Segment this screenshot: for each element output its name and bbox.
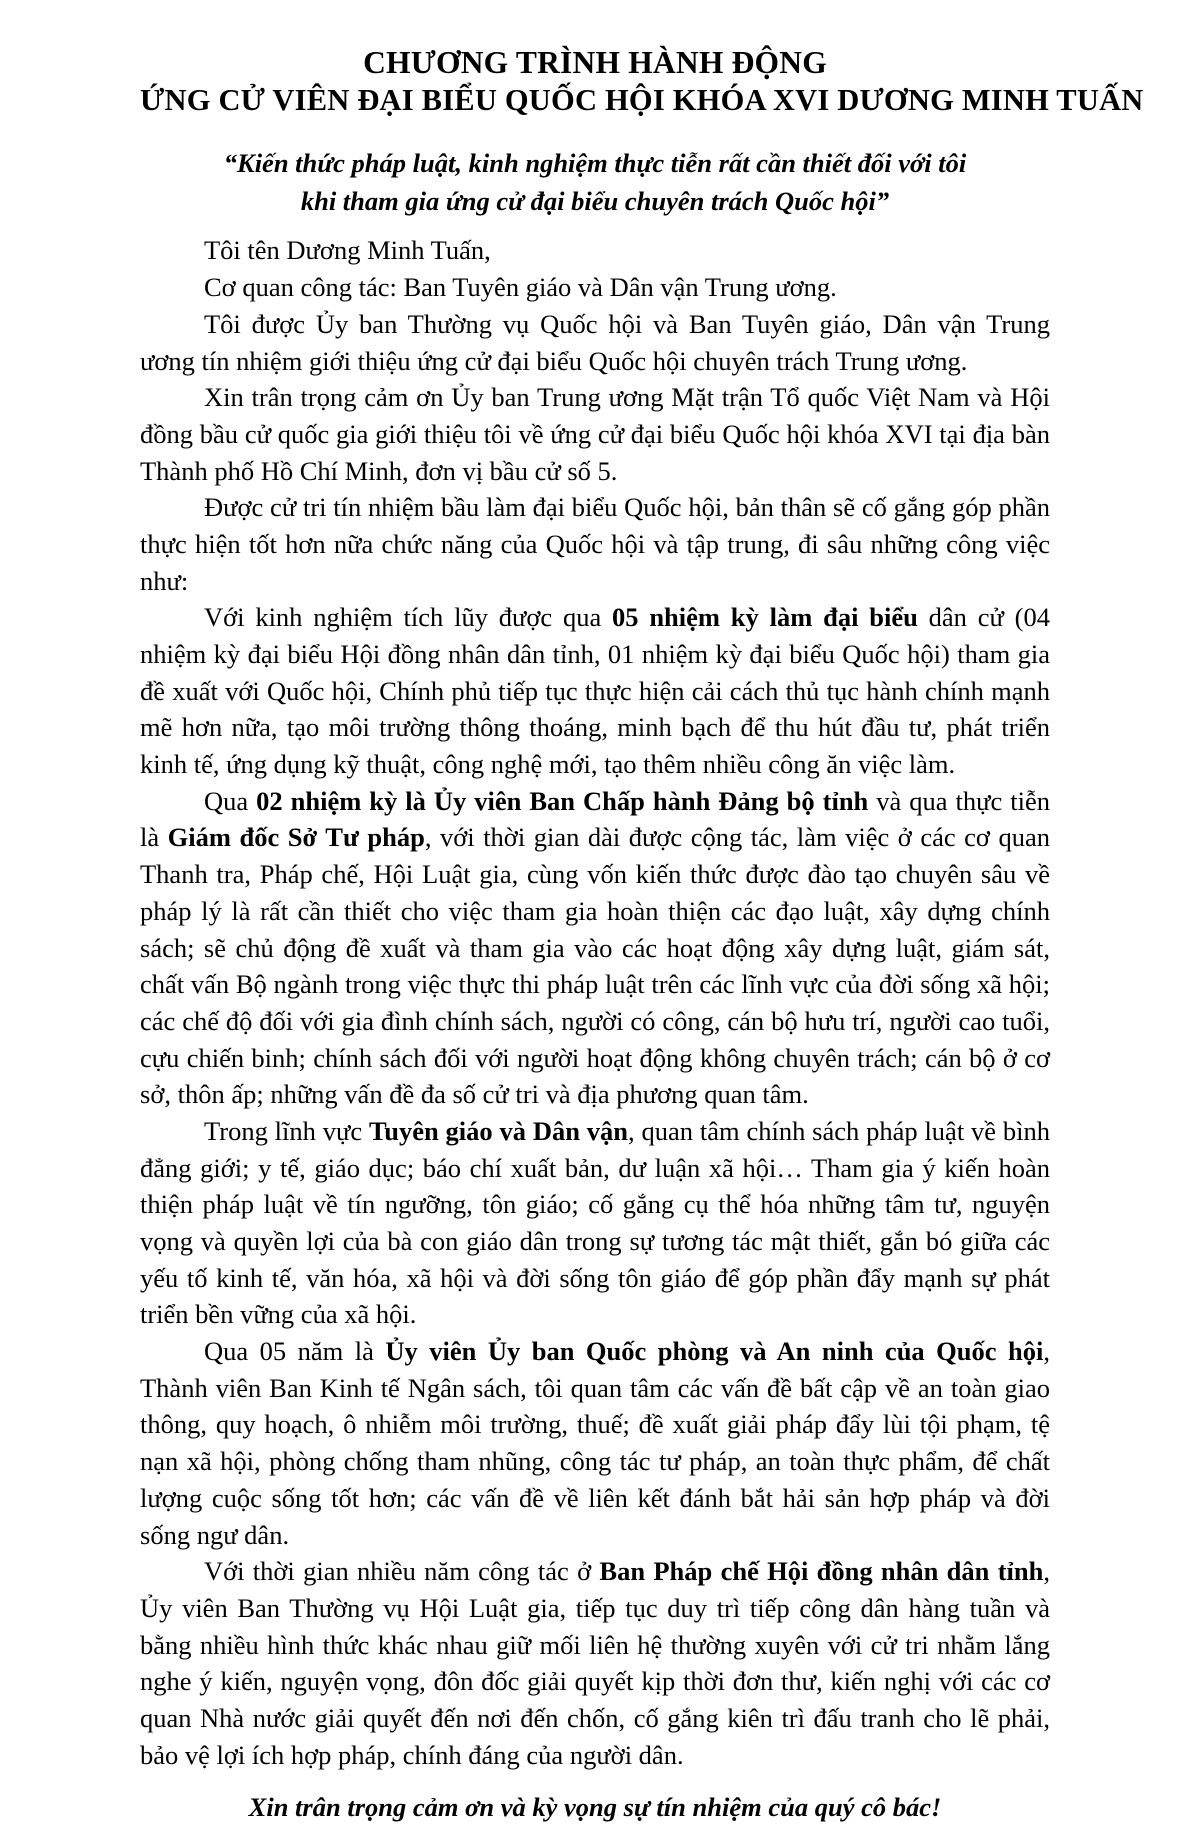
text-segment: và qua thực tiễn là (140, 785, 1050, 853)
text-segment: Qua (204, 785, 257, 816)
closing-statement: Xin trân trọng cảm ơn và kỳ vọng sự tín nhiệm của quý cô bác! (248, 1792, 942, 1823)
emphasis-05-nhiem-ky: 05 nhiệm kỳ làm đại biểu (612, 602, 918, 633)
text-segment: Qua 05 năm là (204, 1336, 386, 1367)
title-line-2: ỨNG CỬ VIÊN ĐẠI BIỂU QUỐC HỘI KHÓA XVI DƯƠNG MINH TUẤN (140, 83, 1144, 118)
text-segment: , Ủy viên Ban Thường vụ Hội Luật gia, tiếp tục duy trì tiếp công dân hàng tuần và bằng nhiều hình thức khác nhau giữ mối liên hệ thường xuyên với cử tri nhằm lắng nghe ý kiến, nguyện vọng, đôn đốc giải quyết kịp thời đơn thư, kiến nghị với các cơ quan Nhà nước giải quyết đến nơi đến chốn, cố gắng kiên trì đấu tranh cho lẽ phải, bảo vệ lợi ích hợp pháp, chính đáng của người dân. (140, 1556, 1050, 1770)
text-segment: Với kinh nghiệm tích lũy được qua (204, 602, 613, 633)
text-segment: , với thời gian dài được cộng tác, làm việc ở các cơ quan Thanh tra, Pháp chế, Hội Luật gia, cùng vốn kiến thức được đào tạo chuyên sâu về pháp lý là rất cần thiết cho việc tham gia hoàn thiện các đạo luật, xây dựng chính sách; sẽ chủ động đề xuất và tham gia vào các hoạt động xây dựng luật, giám sát, chất vấn Bộ ngành trong việc thực thi pháp luật trên các lĩnh vực của đời sống xã hội; các chế độ đối với gia đình chính sách, người có công, cán bộ hưu trí, người cao tuổi, cựu chiến binh; chính sách đối với người hoạt động không chuyên trách; cán bộ ở cơ sở, thôn ấp; những vấn đề đa số cử tri và địa phương quan tâm. (140, 822, 1050, 1110)
page-title (140, 44, 1144, 120)
paragraph-legal-committee (140, 1553, 1050, 1773)
text-segment: Trong lĩnh vực (204, 1115, 369, 1146)
emphasis-ban-phap-che: Ban Pháp chế Hội đồng nhân dân tỉnh (599, 1556, 1044, 1587)
text-segment: Với thời gian nhiều năm công tác ở (204, 1556, 600, 1587)
paragraph-defense-security (140, 1333, 1050, 1553)
paragraph-party-roles (140, 783, 1050, 1113)
paragraph-commitment: Được cử tri tín nhiệm bầu làm đại biểu Quốc hội, bản thân sẽ cố gắng góp phần thực hiện tốt hơn nữa chức năng của Quốc hội và tập trung, đi sâu những công việc như: (140, 492, 1050, 596)
emphasis-uy-vien-quoc-phong-an-ninh: Ủy viên Ủy ban Quốc phòng và An ninh của Quốc hội (385, 1336, 1044, 1367)
emphasis-02-nhiem-ky: 02 nhiệm kỳ là Ủy viên Ban Chấp hành Đảng bộ tỉnh (256, 785, 869, 816)
title-line-1: CHƯƠNG TRÌNH HÀNH ĐỘNG (363, 45, 827, 80)
pull-quote (140, 144, 1050, 221)
paragraph-thanks: Xin trân trọng cảm ơn Ủy ban Trung ương Mặt trận Tổ quốc Việt Nam và Hội đồng bầu cử quốc gia giới thiệu tôi về ứng cử đại biểu Quốc hội khóa XVI tại địa bàn Thành phố Hồ Chí Minh, đơn vị bầu cử số 5. (140, 382, 1050, 486)
paragraph-nomination: Tôi được Ủy ban Thường vụ Quốc hội và Ban Tuyên giáo, Dân vận Trung ương tín nhiệm giới thiệu ứng cử đại biểu Quốc hội chuyên trách Trung ương. (140, 308, 1050, 376)
emphasis-tuyen-giao-dan-van: Tuyên giáo và Dân vận (368, 1115, 629, 1146)
quote-line-1: “Kiến thức pháp luật, kinh nghiệm thực tiễn rất cần thiết đối với tôi (223, 147, 967, 178)
text-segment: , Thành viên Ban Kinh tế Ngân sách, tôi quan tâm các vấn đề bất cập về an toàn giao thông, quy hoạch, ô nhiễm môi trường, thuế; đề xuất giải pháp đẩy lùi tội phạm, tệ nạn xã hội, phòng chống tham nhũng, công tác tư pháp, an toàn thực phẩm, để chất lượng cuộc sống tốt hơn; các vấn đề về liên kết đánh bắt hải sản hợp pháp và đời sống ngư dân. (140, 1336, 1050, 1550)
paragraph-name: Tôi tên Dương Minh Tuấn, (204, 235, 491, 266)
paragraph-workplace: Cơ quan công tác: Ban Tuyên giáo và Dân vận Trung ương. (204, 272, 837, 303)
document-body (140, 232, 1050, 1826)
text-segment: dân cử (04 nhiệm kỳ đại biểu Hội đồng nhân dân tỉnh, 01 nhiệm kỳ đại biểu Quốc hội) tham gia đề xuất với Quốc hội, Chính phủ tiếp tục thực hiện cải cách thủ tục hành chính mạnh mẽ hơn nữa, tạo môi trường thông thoáng, minh bạch để thu hút đầu tư, phát triển kinh tế, ứng dụng kỹ thuật, công nghệ mới, tạo thêm nhiều công ăn việc làm. (140, 602, 1050, 780)
paragraph-experience-terms (140, 599, 1050, 782)
paragraph-propaganda-mobilization (140, 1113, 1050, 1333)
quote-line-2: khi tham gia ứng cử đại biểu chuyên trách Quốc hội” (300, 186, 890, 217)
text-segment: , quan tâm chính sách pháp luật về bình đẳng giới; y tế, giáo dục; báo chí xuất bản, dư luận xã hội… Tham gia ý kiến hoàn thiện pháp luật về tín ngưỡng, tôn giáo; cố gắng cụ thể hóa những tâm tư, nguyện vọng và quyền lợi của bà con giáo dân trong sự tương tác mật thiết, gắn bó giữa các yếu tố kinh tế, văn hóa, xã hội và đời sống tôn giáo để góp phần đẩy mạnh sự phát triển bền vững của xã hội. (140, 1115, 1050, 1330)
emphasis-giam-doc-so-tu-phap: Giám đốc Sở Tư pháp (167, 822, 425, 853)
